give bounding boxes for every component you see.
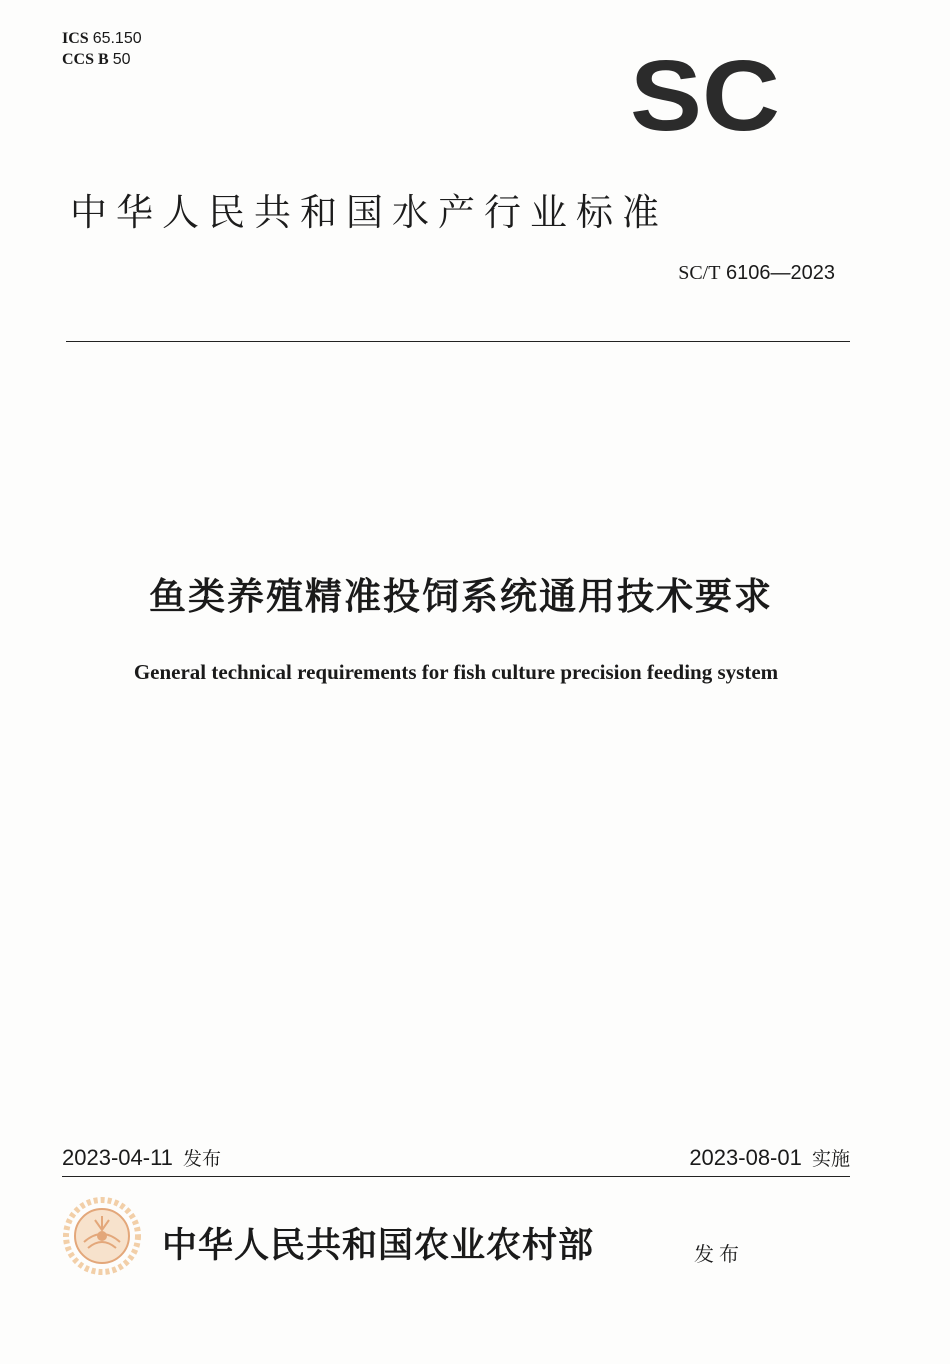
- sc-logo-text: SC: [630, 56, 780, 134]
- ics-code: 65.150: [92, 30, 142, 47]
- standard-number-value: 6106—2023: [726, 262, 835, 284]
- implement-label: 实施: [811, 1148, 850, 1170]
- issuing-action-label: 发布: [694, 1242, 744, 1266]
- issuing-authority: 中华人民共和国农业农村部: [162, 1225, 595, 1266]
- ics-label: ICS: [62, 30, 89, 47]
- issue-label: 发布: [183, 1148, 222, 1170]
- implement-date: 2023-08-01: [689, 1145, 802, 1170]
- ministry-emblem-icon: [62, 1196, 142, 1276]
- document-title-english: General technical requirements for fish culture precision feeding system: [133, 660, 779, 684]
- bottom-divider: [62, 1176, 850, 1177]
- implement-date-block: [689, 1144, 850, 1171]
- ccs-code: 50: [112, 51, 131, 68]
- issue-date-block: [62, 1144, 221, 1171]
- document-title-chinese: 鱼类养殖精准投饲系统通用技术要求: [149, 575, 773, 618]
- top-divider: [66, 341, 850, 342]
- ccs-label: CCS B: [62, 51, 109, 68]
- ics-code-line: [62, 28, 142, 49]
- ccs-code-line: [62, 49, 142, 70]
- standard-prefix: SC/T: [678, 262, 721, 284]
- sc-logo: [628, 56, 782, 134]
- standard-category-title: 中华人民共和国水产行业标准: [70, 191, 668, 234]
- issue-date: 2023-04-11: [62, 1145, 173, 1170]
- standard-number: [678, 262, 835, 285]
- classification-codes: [62, 28, 142, 70]
